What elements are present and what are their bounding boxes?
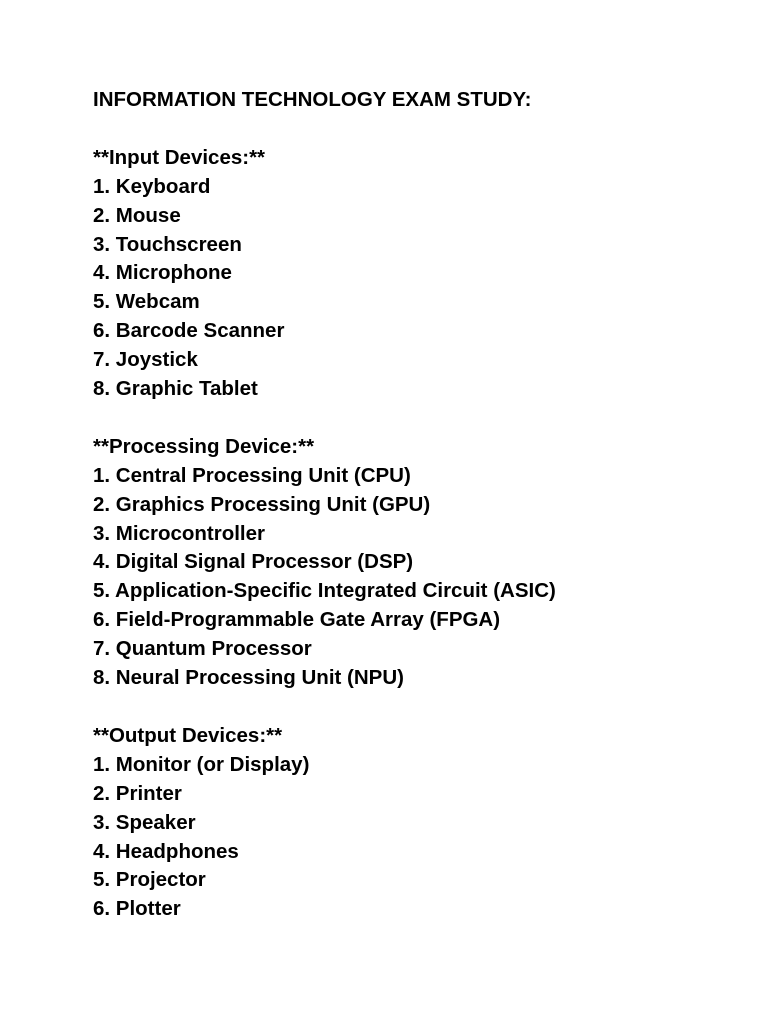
section-input-devices (93, 144, 753, 404)
list-item: 4. Digital Signal Processor (DSP) (93, 550, 414, 574)
section-heading: **Processing Device:** (93, 434, 315, 458)
section-processing-device (93, 433, 753, 693)
list-item: 3. Microcontroller (93, 521, 266, 545)
list-item: 3. Touchscreen (93, 232, 242, 256)
list-item: 8. Graphic Tablet (93, 377, 258, 401)
list-item: 7. Quantum Processor (93, 637, 312, 661)
list-item: 4. Microphone (93, 261, 232, 285)
document-title: INFORMATION TECHNOLOGY EXAM STUDY: (93, 88, 532, 111)
list-item: 1. Keyboard (93, 174, 211, 198)
list-item: 7. Joystick (93, 348, 198, 372)
item-list (93, 173, 753, 404)
list-item: 5. Webcam (93, 290, 200, 314)
list-item: 5. Application-Specific Integrated Circuit (ASIC) (93, 579, 556, 603)
list-item: 3. Speaker (93, 810, 196, 834)
list-item: 2. Graphics Processing Unit (GPU) (93, 492, 431, 516)
list-item: 6. Plotter (93, 897, 181, 921)
list-item: 5. Projector (93, 868, 206, 892)
section-heading: **Input Devices:** (93, 145, 266, 169)
document-page (93, 86, 753, 924)
list-item: 1. Monitor (or Display) (93, 752, 310, 776)
list-item: 6. Field-Programmable Gate Array (FPGA) (93, 608, 501, 632)
spacer (93, 115, 753, 144)
spacer (93, 404, 753, 433)
item-list (93, 751, 753, 924)
list-item: 1. Central Processing Unit (CPU) (93, 463, 411, 487)
section-output-devices (93, 722, 753, 924)
list-item: 6. Barcode Scanner (93, 319, 285, 343)
list-item: 8. Neural Processing Unit (NPU) (93, 666, 404, 690)
list-item: 4. Headphones (93, 839, 239, 863)
section-heading: **Output Devices:** (93, 723, 283, 747)
list-item: 2. Printer (93, 781, 182, 805)
list-item: 2. Mouse (93, 203, 181, 227)
spacer (93, 693, 753, 722)
item-list (93, 462, 753, 693)
